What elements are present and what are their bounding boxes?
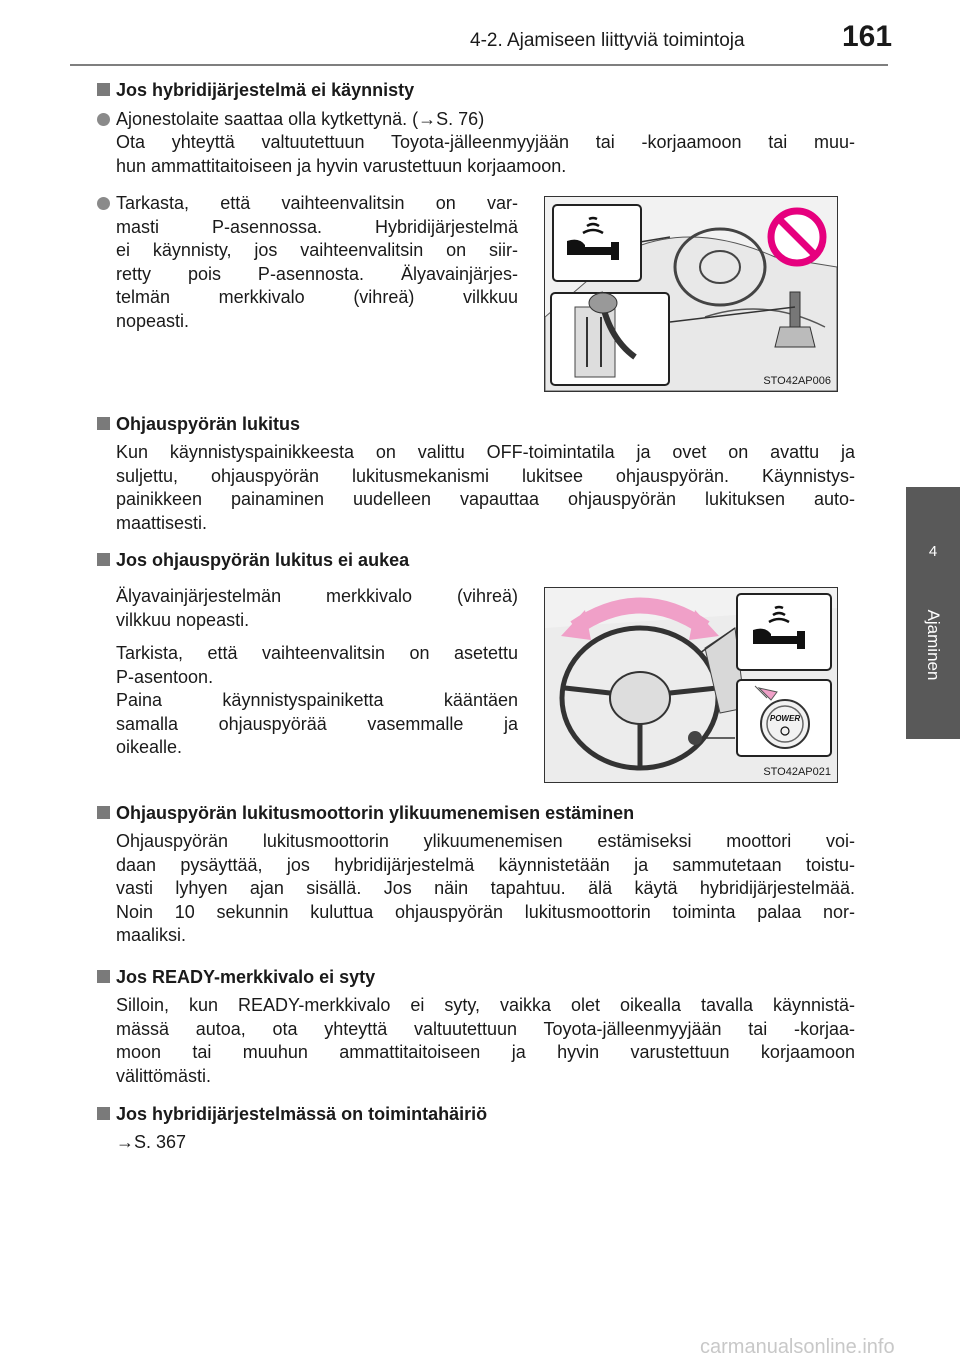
prohibition-icon <box>771 211 823 263</box>
paragraph-overheat-prevention: Ohjauspyörän lukitusmoottorin ylikuumenemisen estämiseksi moottori voi- daan pysäyttää, jos hybridijärjestelmä käynnistetään ja sammutetaan toistu- vasti lyhyen ajan sisällä. Jos näin tapahtuu. älä käytä hybridijärjestelmää. Noin 10 sekunnin kuluttua ohjauspyörän lukitusmoottorin toiminta palaa nor- maaliksi. <box>116 831 855 945</box>
square-bullet-icon <box>97 553 110 566</box>
page-number: 161 <box>842 20 893 53</box>
paragraph-check-shift-lever: Tarkasta, että vaihteenvalitsin on var- masti P-asennossa. Hybridijärjestelmä ei käynnisty, jos vaihteenvalitsin on siir- retty pois P-asennosta. Älyavainjärjes- telmän merkkivalo (vihreä) vilkkuu nopeasti. <box>116 193 518 331</box>
bullet-check-shift-lever <box>97 192 116 216</box>
section-heading-steering-lock: Ohjauspyörän lukitus <box>97 414 300 435</box>
square-bullet-icon <box>97 970 110 983</box>
chapter-tab <box>906 487 960 739</box>
paragraph-ready-not-lit: Silloin, kun READY-merkkivalo ei syty, vaikka olet oikealla tavalla käynnistä- mässä autoa, ota yhteyttä valtuutettuun Toyota-jälleenmyyjään tai -korjaa- moon tai muuhun ammattitaitoiseen ja hyvin varustettuun korjaamoon välittömästi. <box>116 995 855 1086</box>
chapter-number: 4 <box>928 543 938 560</box>
bullet-immobilizer: Ajonestolaite saattaa olla kytkettynä. (→S. 76) <box>97 108 484 132</box>
running-header-section: 4-2. Ajamiseen liittyviä toimintoja <box>470 30 745 51</box>
section-heading-hybrid-malfunction: Jos hybridijärjestelmässä on toimintahäiriö <box>97 1104 487 1125</box>
paragraph-release-procedure: Tarkista, että vaihteenvalitsin on asetettu P-asentoon. Paina käynnistyspainiketta kääntäen samalla ohjauspyörää vasemmalle ja oikealle. <box>116 643 518 757</box>
figure-code: STO42AP021 <box>763 766 831 778</box>
figure-shift-lever-no-start <box>544 196 838 392</box>
square-bullet-icon <box>97 417 110 430</box>
figure-code: STO42AP006 <box>763 375 831 387</box>
square-bullet-icon <box>97 83 110 96</box>
header-rule <box>70 64 888 66</box>
watermark: carmanualsonline.info <box>700 1336 895 1358</box>
circle-bullet-icon <box>97 113 110 126</box>
square-bullet-icon <box>97 1107 110 1120</box>
circle-bullet-icon <box>97 197 110 210</box>
square-bullet-icon <box>97 806 110 819</box>
figure-steering-release <box>544 587 838 783</box>
section-heading-overheat-prevention: Ohjauspyörän lukitusmoottorin ylikuumenemisen estäminen <box>97 803 634 824</box>
svg-text:POWER: POWER <box>769 714 801 723</box>
paragraph-steering-lock: Kun käynnistyspainikkeesta on valittu OFF-toimintatila ja ovet on avattu ja suljettu, ohjauspyörän lukitusmekanismi lukitsee ohjauspyörän. Käynnistys- painikkeen painaminen uudelleen vapauttaa ohjauspyörän lukituksen auto- maattisesti. <box>116 442 855 533</box>
steering-power-illustration <box>545 588 837 782</box>
page-reference-link[interactable]: →S. 367 <box>116 1132 187 1152</box>
chapter-title: Ajaminen <box>924 609 943 681</box>
section-heading-hybrid-not-start: Jos hybridijärjestelmä ei käynnisty <box>97 80 414 101</box>
section-heading-lock-not-release: Jos ohjauspyörän lukitus ei aukea <box>97 550 409 571</box>
dashboard-shift-illustration <box>545 197 837 391</box>
paragraph-immobilizer-contact: Ota yhteyttä valtuutettuun Toyota-jälleenmyyjään tai -korjaamoon tai muu- hun ammattitaitoiseen ja hyvin varustettuun korjaamoon. <box>116 132 855 176</box>
section-heading-ready-not-lit: Jos READY-merkkivalo ei syty <box>97 967 375 988</box>
paragraph-indicator-flashing: Älyavainjärjestelmän merkkivalo (vihreä) vilkkuu nopeasti. <box>116 586 518 630</box>
